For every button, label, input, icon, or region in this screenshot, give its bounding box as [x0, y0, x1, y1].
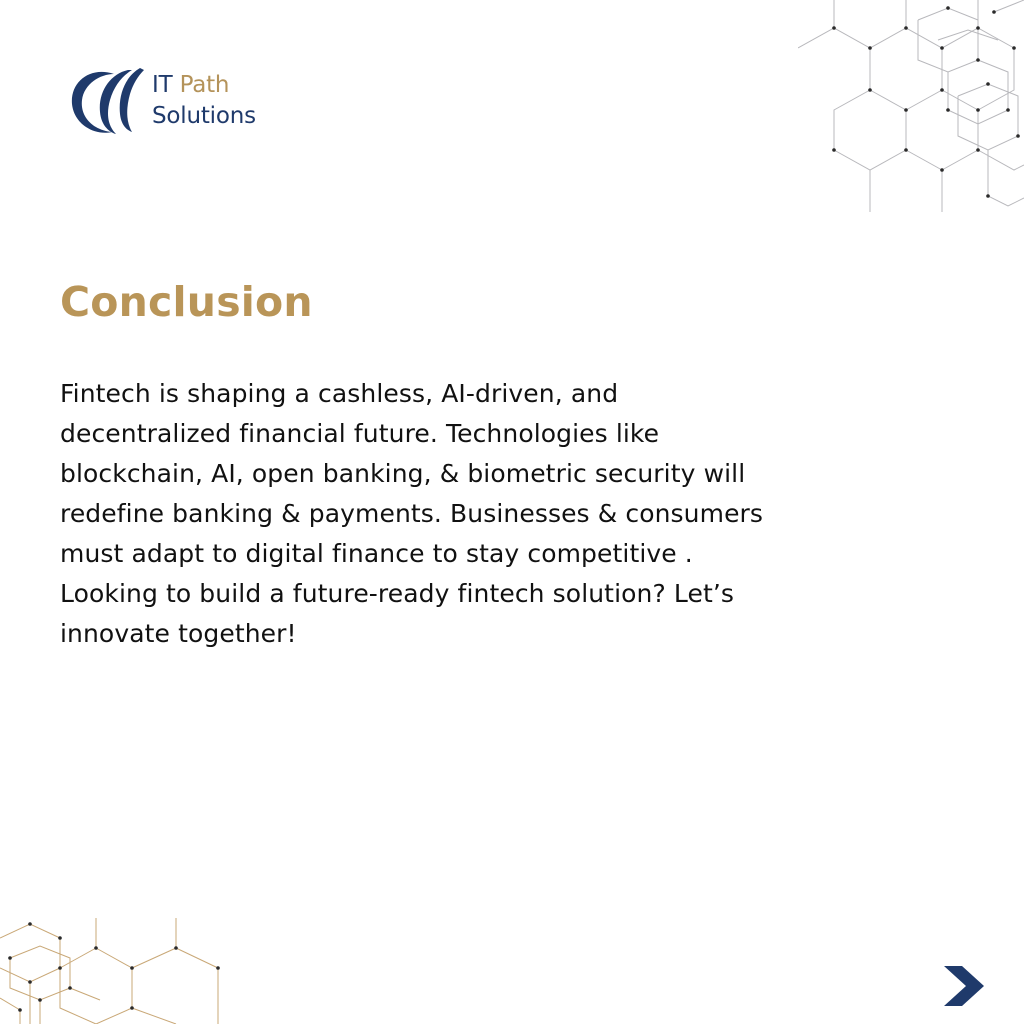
- conclusion-paragraph: Fintech is shaping a cashless, AI-driven, and decentralized financial future. Technologies like blockchain, AI, open banking, & biometric security will redefine banking & payments. Businesses & consumers must adapt to digital finance to stay competitive . Looking to build a future-ready fintech solution? Let’s innovate together!: [60, 379, 764, 648]
- page-title: Conclusion: [60, 278, 313, 326]
- logo-wordmark: [152, 70, 256, 132]
- hexagon-network-pattern-top: [798, 0, 1024, 212]
- chevron-right-icon[interactable]: [940, 964, 986, 1008]
- hexagon-network-pattern-bottom: [0, 918, 222, 1024]
- logo-solutions-text: Solutions: [152, 103, 256, 129]
- company-logo: [70, 64, 280, 140]
- swoosh-logo-icon: [70, 64, 150, 140]
- logo-it-text: IT: [152, 72, 173, 98]
- logo-path-text: Path: [179, 72, 230, 98]
